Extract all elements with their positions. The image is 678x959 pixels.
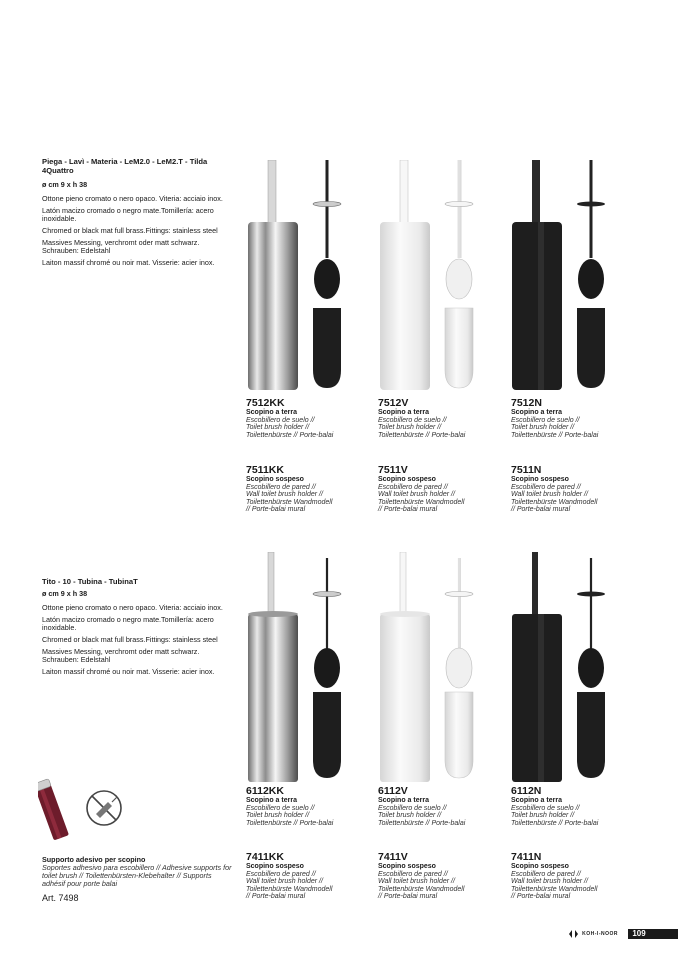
section1-text-es: Latón macizo cromado o negro mate.Tomillería: acero inoxidable. <box>42 206 214 223</box>
section1-title: Piega - Lavì - Materia - LeM2.0 - LeM2.T - Tilda 4Quattro <box>42 157 208 175</box>
product-caption <box>246 786 371 827</box>
product-desc-line: Escobillero de pared // <box>246 483 316 491</box>
section1-text-de: Massives Messing, verchromt oder matt schwarz. Schrauben: Edelstahl <box>42 238 200 255</box>
product-image-6112N <box>508 552 628 782</box>
product-caption <box>511 852 636 901</box>
product-desc-line: Toilettenbürste // Porte-balai <box>246 431 334 439</box>
product-code: 7512V <box>378 397 409 409</box>
product-desc-line: Toilettenbürste // Porte-balai <box>378 819 466 827</box>
product-desc-line: Toilettenbürste // Porte-balai <box>378 431 466 439</box>
product-desc-line: Toilet brush holder // <box>378 424 442 432</box>
product-code: 7411N <box>511 851 542 863</box>
product-image-6112KK <box>244 552 364 782</box>
product-desc-line: Toilettenbürste Wandmodell <box>246 885 333 893</box>
product-code: 7411KK <box>246 851 284 863</box>
product-desc-line: Escobillero de suelo // <box>378 416 447 424</box>
product-name: Scopino sospeso <box>511 476 569 483</box>
product-desc-line: Escobillero de pared // <box>511 870 581 878</box>
product-desc-line: Escobillero de suelo // <box>378 804 447 812</box>
section2-description <box>42 578 232 676</box>
product-desc-line: Escobillero de suelo // <box>246 804 315 812</box>
product-caption <box>378 398 503 439</box>
product-desc-line: Wall toilet brush holder // <box>511 491 588 499</box>
product-code: 7511KK <box>246 464 284 476</box>
section1-text-it: Ottone pieno cromato o nero opaco. Viteria: acciaio inox. <box>42 194 223 203</box>
product-caption <box>511 465 636 514</box>
product-caption <box>378 465 503 514</box>
product-desc-line: Wall toilet brush holder // <box>378 491 455 499</box>
section2-text-fr: Laiton massif chromé ou noir mat. Visserie: acier inox. <box>42 666 215 676</box>
product-code: 6112KK <box>246 785 284 797</box>
product-desc-line: Escobillero de pared // <box>378 483 448 491</box>
product-desc-line: Toilettenbürste Wandmodell <box>378 498 465 506</box>
product-name: Scopino a terra <box>511 409 562 416</box>
product-desc-line: Toilettenbürste Wandmodell <box>511 885 598 893</box>
product-desc-line: Escobillero de suelo // <box>246 416 315 424</box>
product-desc-line: Escobillero de suelo // <box>511 416 580 424</box>
brand-logo-icon <box>569 930 578 938</box>
product-desc-line: Wall toilet brush holder // <box>511 878 588 886</box>
product-desc-line: // Porte-balai mural <box>378 893 438 901</box>
product-image-7512N <box>508 160 628 390</box>
adhesive-support-image <box>38 776 128 846</box>
product-desc-line: Toilet brush holder // <box>511 424 575 432</box>
product-code: 6112N <box>511 785 542 797</box>
product-name: Scopino a terra <box>246 797 297 804</box>
product-caption <box>511 786 636 827</box>
product-desc-line: Toilettenbürste Wandmodell <box>378 885 465 893</box>
product-desc-line: Toilettenbürste // Porte-balai <box>511 431 599 439</box>
product-image-7512KK <box>244 160 364 390</box>
product-desc-line: // Porte-balai mural <box>246 893 306 901</box>
no-drilling-icon <box>87 791 121 825</box>
product-name: Scopino sospeso <box>246 476 304 483</box>
section2-text-it: Ottone pieno cromato o nero opaco. Viteria: acciaio inox. <box>42 602 223 612</box>
product-name: Scopino sospeso <box>246 863 304 870</box>
section1-text-fr: Laiton massif chromé ou noir mat. Visserie: acier inox. <box>42 258 215 267</box>
adhesive-support-name: Supporto adesivo per scopino <box>42 855 146 864</box>
product-name: Scopino a terra <box>511 797 562 804</box>
product-desc-line: Wall toilet brush holder // <box>378 878 455 886</box>
product-caption <box>246 398 371 439</box>
product-name: Scopino a terra <box>378 409 429 416</box>
product-name: Scopino a terra <box>378 797 429 804</box>
section2-title: Tito - 10 - Tubina - TubinaT <box>42 577 138 586</box>
product-code: 7511N <box>511 464 542 476</box>
section2-text-es: Latón macizo cromado o negro mate.Tomillería: acero inoxidable. <box>42 614 214 632</box>
product-desc-line: Toilet brush holder // <box>246 424 310 432</box>
product-caption <box>246 852 371 901</box>
product-code: 7411V <box>378 851 408 863</box>
product-caption <box>378 786 503 827</box>
section1-text-en: Chromed or black mat full brass.Fittings: stainless steel <box>42 226 218 235</box>
product-desc-line: Toilettenbürste // Porte-balai <box>511 819 599 827</box>
product-desc-line: // Porte-balai mural <box>378 506 438 514</box>
section2-text-de: Massives Messing, verchromt oder matt schwarz. Schrauben: Edelstahl <box>42 646 200 664</box>
product-caption <box>246 465 371 514</box>
section1-dimensions: ø cm 9 x h 38 <box>42 180 88 189</box>
page-bar <box>650 929 678 939</box>
product-name: Scopino a terra <box>246 409 297 416</box>
product-desc-line: // Porte-balai mural <box>246 506 306 514</box>
brand-name: KOH-I-NOOR <box>582 931 618 937</box>
product-caption <box>511 398 636 439</box>
adhesive-support <box>42 856 232 902</box>
section1-description <box>42 158 232 267</box>
product-desc-line: Escobillero de pared // <box>246 870 316 878</box>
product-desc-line: Escobillero de pared // <box>378 870 448 878</box>
product-name: Scopino sospeso <box>378 863 436 870</box>
product-desc-line: Toilet brush holder // <box>378 812 442 820</box>
product-caption <box>378 852 503 901</box>
product-image-6112V <box>376 552 496 782</box>
product-desc-line: Toilettenbürste // Porte-balai <box>246 819 334 827</box>
product-desc-line: Wall toilet brush holder // <box>246 878 323 886</box>
product-code: 7512KK <box>246 397 285 409</box>
page-number: 109 <box>628 929 650 939</box>
product-desc-line: Toilet brush holder // <box>246 812 310 820</box>
product-desc-line: Escobillero de pared // <box>511 483 581 491</box>
product-code: 7511V <box>378 464 408 476</box>
product-name: Scopino sospeso <box>378 476 436 483</box>
section2-text-en: Chromed or black mat full brass.Fittings: stainless steel <box>42 634 218 644</box>
adhesive-support-art: Art. 7498 <box>42 893 79 903</box>
product-desc-line: Toilet brush holder // <box>511 812 575 820</box>
product-code: 7512N <box>511 397 542 409</box>
product-name: Scopino sospeso <box>511 863 569 870</box>
footer-brand <box>569 930 618 938</box>
adhesive-support-desc: Soportes adhesivo para escobillero // Adhesive supports for toilet brush // Toilettenbürsten-Klebehalter // Supports adhésif pour porte balai <box>42 863 232 888</box>
product-desc-line: Toilettenbürste Wandmodell <box>246 498 333 506</box>
product-desc-line: // Porte-balai mural <box>511 893 571 901</box>
product-desc-line: Toilettenbürste Wandmodell <box>511 498 598 506</box>
product-desc-line: Wall toilet brush holder // <box>246 491 323 499</box>
product-desc-line: // Porte-balai mural <box>511 506 571 514</box>
product-desc-line: Escobillero de suelo // <box>511 804 580 812</box>
product-code: 6112V <box>378 785 408 797</box>
product-image-7512V <box>376 160 496 390</box>
section2-dimensions: ø cm 9 x h 38 <box>42 588 88 598</box>
